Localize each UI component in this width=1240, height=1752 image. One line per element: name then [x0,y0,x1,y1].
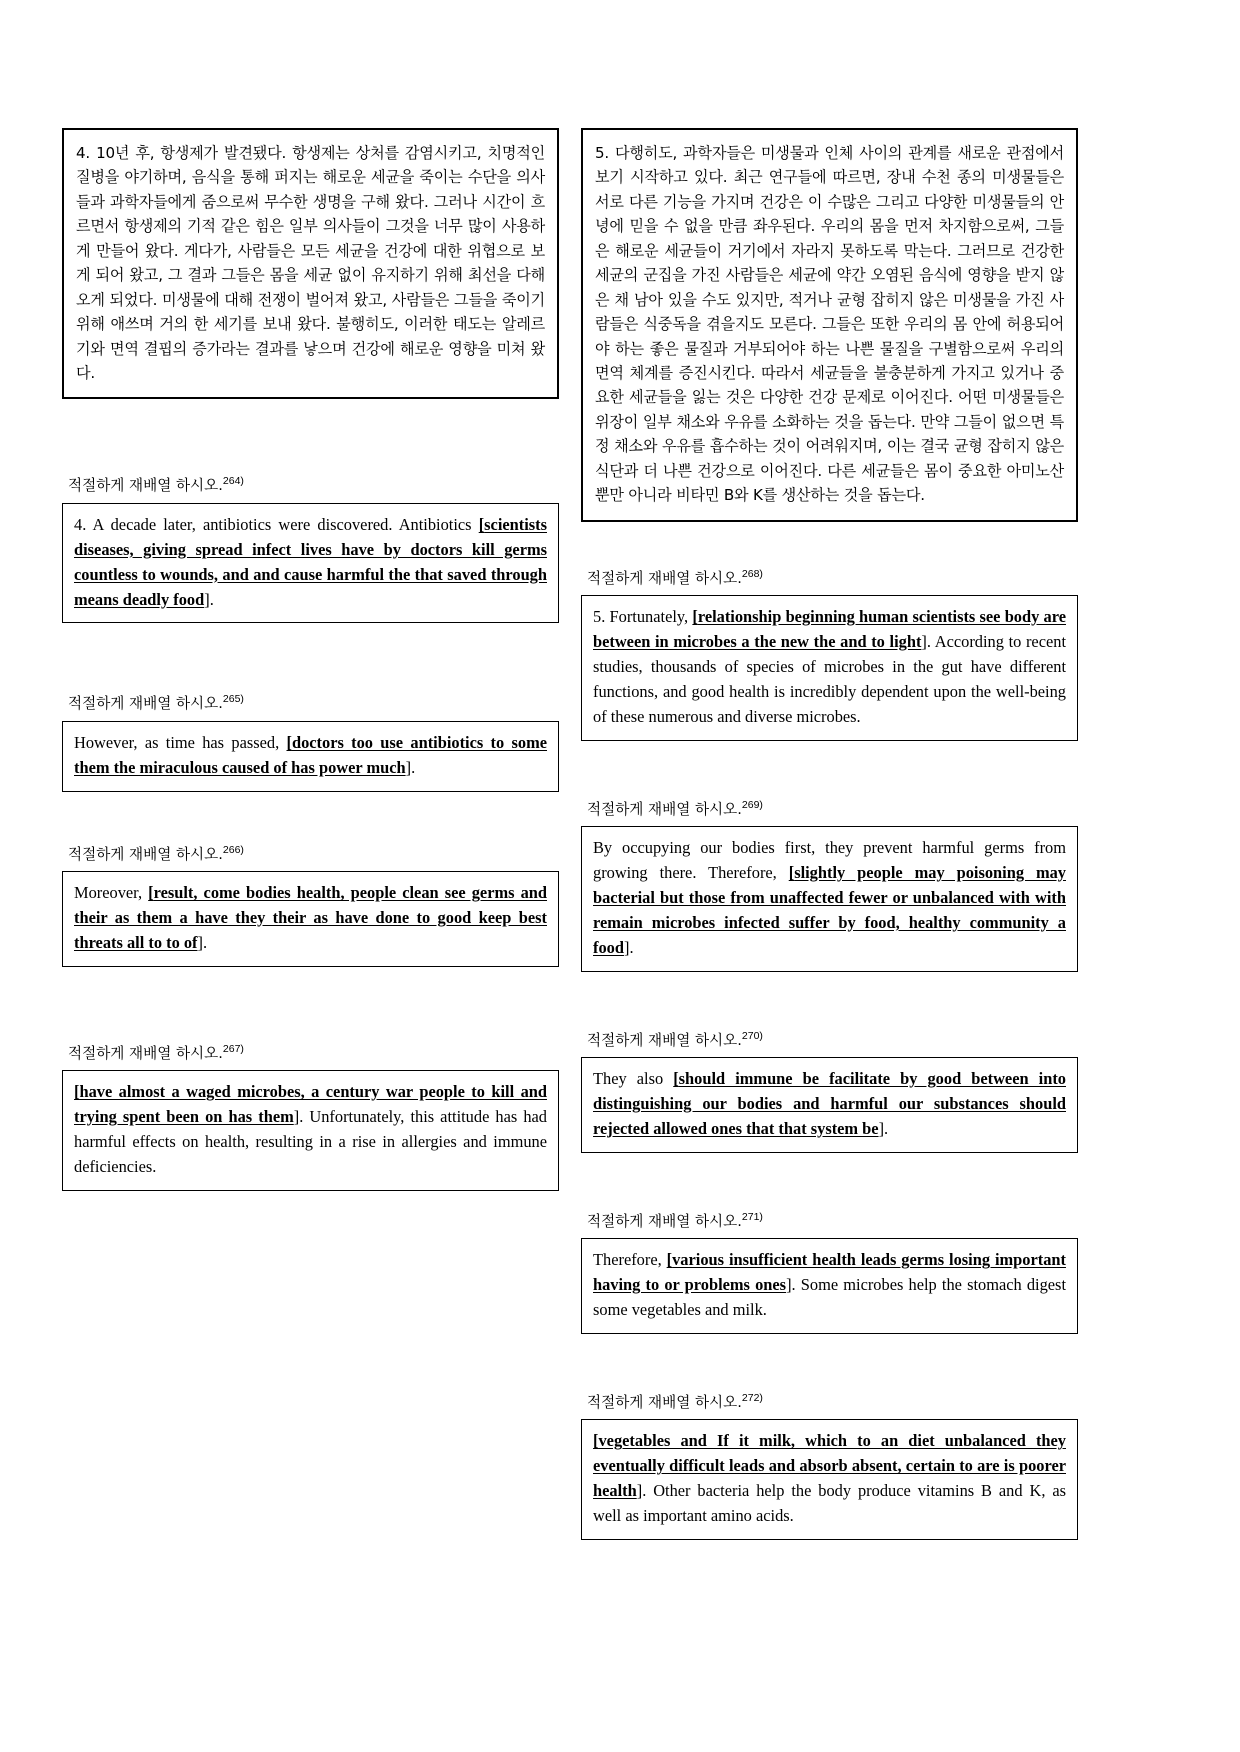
instruction-271 [587,1211,1078,1230]
instruction-number: 267) [222,1042,244,1055]
bracket-close: ] [636,1481,643,1501]
answer-box-272[interactable] [581,1419,1078,1540]
answer-paragraph-267 [74,1080,547,1180]
korean-passage-text-5: 5. 다행히도, 과학자들은 미생물과 인체 사이의 관계를 새로운 관점에서 보기 시작하고 있다. 최근 연구들에 따르면, 장내 수천 종의 미생물들은 서로 다른 기능을 가지며 건강은 이 수많은 그리고 다양한 미생물들의 안녕에 믿을 수 없을 만큼 좌우된다. 우리의 몸을 먼저 차지함으로써, 그들은 해로운 세균들이 거기에서 자라지 못하도록 막는다. 그러므로 건강한 세균의 군집을 가진 사람들은 세균에 약간 오염된 음식에 영향을 받지 않은 채 남아 있을 수도 있지만, 적거나 균형 잡히지 않은 미생물을 가진 사람들은 식중독을 겪을지도 모른다. 그들은 또한 우리의 몸 안에 허용되어야 하는 좋은 물질과 거부되어야 하는 나쁜 물질을 구별함으로써 우리의 면역 체계를 증진시킨다. 따라서 세균들을 불충분하게 가지고 있거나 중요한 세균들을 잃는 것은 다양한 건강 문제로 이어진다. 어떤 미생물들은 위장이 일부 채소와 우유를 소화하는 것을 돕는다. 만약 그들이 없으면 특정 채소와 우유를 흡수하는 것이 어려워지며, 이는 결국 균형 잡히지 않은 식단과 더 나쁜 건강으로 이어진다. 다른 세균들은 몸이 중요한 아미노산뿐만 아니라 비타민 B와 K를 생산하는 것을 돕는다. [595,144,1064,505]
instruction-266 [68,844,559,863]
instruction-number: 270) [741,1029,763,1042]
instruction-272 [587,1392,1078,1411]
bracket-open: [ [666,1250,673,1270]
bracket-close: ] [405,757,412,777]
bracket-open: [ [673,1069,679,1089]
answer-paragraph-265 [74,731,547,781]
trail-text: . [411,757,416,777]
bracket-close: ] [197,932,203,952]
lead-text: By occupying our bodies first, they prevent harmful germs from growing there. Therefore, [593,837,1066,882]
left-column [62,128,559,1191]
instruction-text: 적절하게 재배열 하시오. [587,569,742,587]
answer-paragraph-266 [74,881,547,956]
instruction-text: 적절하게 재배열 하시오. [68,695,223,713]
scrambled-words: scientists diseases, giving spread infect lives have by doctors kill germs countless to wounds, and and cause harmful the that saved through means deadly food [74,514,547,609]
answer-paragraph-264 [74,513,547,613]
scrambled-words: result, come bodies health, people clean see germs and their as them a have they their as have done to good keep best threats all to to of [74,883,548,952]
bracket-close: ] [623,937,630,957]
trail-text: . [202,932,208,952]
bracket-close: ] [293,1107,300,1127]
bracket-close: ] [786,1275,792,1295]
instruction-number: 272) [741,1392,763,1404]
instruction-number: 271) [741,1210,763,1223]
answer-box-268[interactable] [581,595,1078,741]
instruction-text: 적절하게 재배열 하시오. [587,1393,742,1411]
lead-text: Moreover, [74,883,149,903]
bracket-open: [ [478,514,485,534]
instruction-265 [68,693,559,712]
scrambled-words: slightly people may poisoning may bacterial but those from unaffected fewer or unbalanced with with remain microbes infected suffer by food, healthy community a food [593,862,1066,957]
answer-paragraph-270 [593,1067,1066,1142]
answer-box-270[interactable] [581,1057,1078,1153]
korean-passage-box-5 [581,128,1078,522]
bracket-open: [ [692,606,698,626]
instruction-text: 적절하게 재배열 하시오. [68,845,223,863]
trail-text: . Unfortunately, this attitude has had harmful effects on health, resulting in a rise in allergies and immune deficiencies. [74,1107,547,1177]
answer-box-267[interactable] [62,1070,559,1191]
bracket-open: [ [74,1082,80,1102]
answer-box-264[interactable] [62,503,559,624]
lead-text: They also [593,1069,674,1089]
korean-passage-box-4 [62,128,559,399]
korean-passage-text-4: 4. 10년 후, 항생제가 발견됐다. 항생제는 상처를 감염시키고, 치명적인 질병을 야기하며, 음식을 통해 퍼지는 해로운 세균을 죽이는 수단을 의사들과 과학자들에게 줌으로써 무수한 생명을 구해 왔다. 그러나 시간이 흐르면서 항생제의 기적 같은 힘은 일부 의사들이 그것을 너무 많이 사용하게 만들어 왔다. 게다가, 사람들은 모든 세균을 건강에 대한 위협으로 보게 되어 왔고, 그 결과 그들은 몸을 세균 없이 유지하기 위해 최선을 다해 오게 되었다. 미생물에 대해 전쟁이 벌어져 왔고, 사람들은 그들을 죽이기 위해 애쓰며 거의 한 세기를 보내 왔다. 불행히도, 이러한 태도는 알레르기와 면역 결핍의 증가라는 결과를 낳으며 건강에 해로운 영향을 미쳐 왔다. [76,144,545,382]
bracket-open: [ [788,862,795,882]
instruction-269 [587,799,1078,818]
bracket-close: ] [878,1118,885,1138]
instruction-text: 적절하게 재배열 하시오. [587,800,742,818]
trail-text: . According to recent studies, thousands of species of microbes in the gut have different functions, and good health is incredibly dependent upon the well-being of these numerous and diverse microbes. [593,631,1067,726]
bracket-open: [ [593,1431,599,1451]
trail-text: . [209,589,214,609]
answer-box-265[interactable] [62,721,559,792]
instruction-text: 적절하게 재배열 하시오. [587,1031,742,1049]
instruction-267 [68,1043,559,1062]
two-column-layout [62,128,1178,1540]
instruction-270 [587,1030,1078,1049]
lead-text: Therefore, [593,1250,667,1270]
answer-box-269[interactable] [581,826,1078,972]
scrambled-words: vegetables and If it milk, which to an diet unbalanced they eventually difficult leads and absorb absent, certain to are is poorer health [593,1431,1066,1501]
instruction-268 [587,568,1078,587]
bracket-close: ] [921,631,927,651]
instruction-number: 266) [222,843,244,856]
trail-text: . Other bacteria help the body produce vitamins B and K, as well as important amino acids. [593,1481,1066,1526]
bracket-open: [ [286,732,292,752]
answer-paragraph-272 [593,1429,1066,1529]
scrambled-words: doctors too use antibiotics to some them the miraculous caused of has power much [74,732,548,777]
bracket-close: ] [204,589,210,609]
scrambled-words: various insufficient health leads germs losing important having to or problems ones [593,1250,1066,1295]
right-column [581,128,1078,1540]
answer-paragraph-271 [593,1248,1066,1323]
instruction-number: 269) [741,798,763,811]
trail-text: . Some microbes help the stomach digest some vegetables and milk. [593,1275,1066,1320]
answer-paragraph-268 [593,605,1066,730]
instruction-number: 268) [741,567,763,580]
instruction-number: 265) [222,693,244,706]
scrambled-words: have almost a waged microbes, a century war people to kill and trying spent been on has them [74,1082,547,1127]
instruction-text: 적절하게 재배열 하시오. [68,477,223,495]
instruction-text: 적절하게 재배열 하시오. [587,1212,742,1230]
bracket-open: [ [148,883,154,903]
trail-text: . [884,1118,889,1138]
lead-text: However, as time has passed, [74,732,287,752]
lead-text: 4. A decade later, antibiotics were discovered. Antibiotics [74,514,479,534]
scrambled-words: should immune be facilitate by good between into distinguishing our bodies and harmful our substances should rejected allowed ones that that system be [593,1069,1066,1138]
scrambled-words: relationship beginning human scientists see body are between in microbes a the new the and to light [593,606,1066,651]
instruction-text: 적절하게 재배열 하시오. [68,1044,223,1062]
instruction-number: 264) [222,475,244,488]
answer-paragraph-269 [593,836,1066,961]
lead-text: 5. Fortunately, [593,606,693,626]
answer-box-266[interactable] [62,871,559,967]
trail-text: . [629,937,634,957]
answer-box-271[interactable] [581,1238,1078,1334]
instruction-264 [68,475,559,494]
